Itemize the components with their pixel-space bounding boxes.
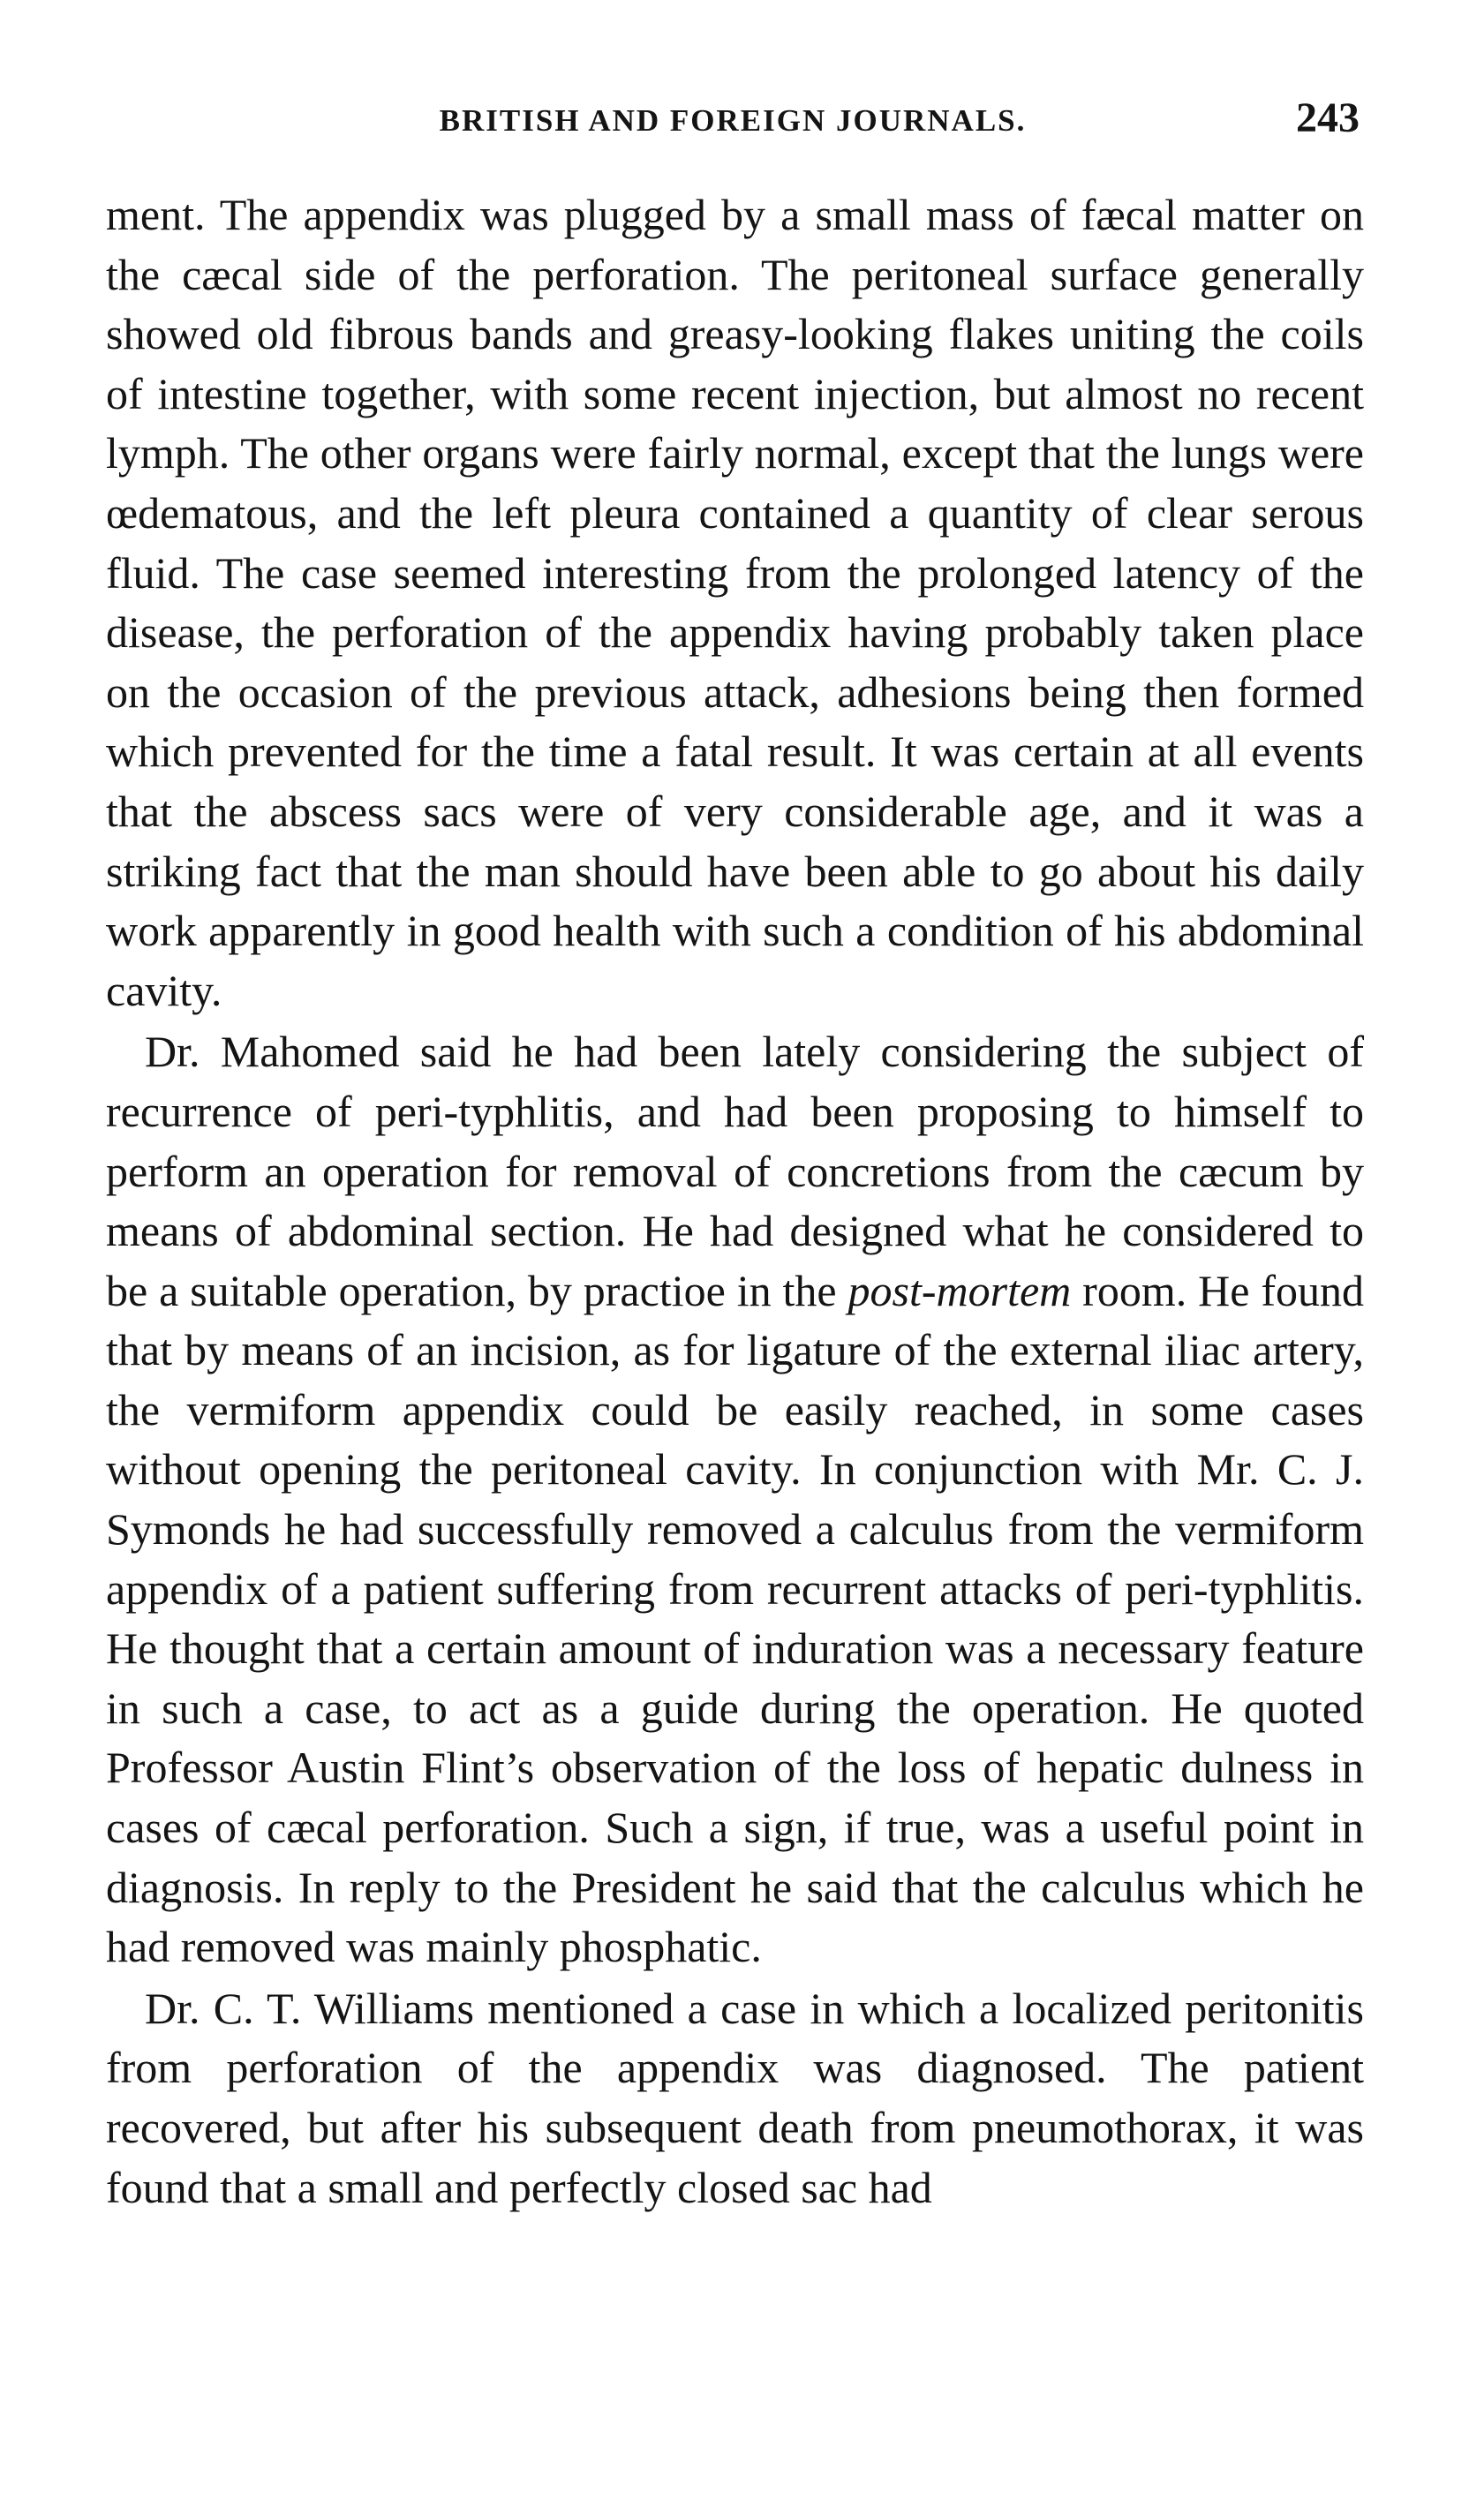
paragraph-dr-williams — [106, 1979, 1364, 2218]
page-number: 243 — [1296, 94, 1360, 141]
paragraph-text: Dr. Mahomed said he had been lately considering the subject of recurrence of peri-typhlitis, and had been proposing to himself to perform an operation for removal of concretions from the cæcum by means of abdominal section. He had designed what he considered to be a suitable operation, by practioe in the — [106, 1027, 1364, 1315]
paragraph-dr-mahomed — [106, 1022, 1364, 1977]
paragraph-text: Dr. C. T. Williams mentioned a case in which a localized peritonitis from perforation of the appendix was diagnosed. The patient recovered, but after his subsequent death from pneumothorax, it was found that a small and perfectly closed sac had — [106, 1983, 1364, 2212]
body-text — [106, 185, 1364, 2218]
paragraph-text: room. He found that by means of an incision, as for ligature of the external iliac artery, the vermiform appendix could be easily reached, in some cases without opening the peritoneal cavity. In conjunction with Mr. C. J. Symonds he had successfully removed a calculus from the vermiform appendix of a patient suffering from recurrent attacks of peri-typhlitis. He thought that a certain amount of induration was a necessary feature in such a case, to act as a guide during the operation. He quoted Professor Austin Flint’s observation of the loss of hepatic dulness in cases of cæcal perforation. Such a sign, if true, was a useful point in diagnosis. In reply to the President he said that the calculus which he had removed was mainly phosphatic. — [106, 1265, 1364, 1972]
running-head — [106, 94, 1360, 152]
running-title: BRITISH AND FOREIGN JOURNALS. — [439, 103, 1027, 138]
italic-term: post-mortem — [847, 1265, 1072, 1315]
paragraph-text: ment. The appendix was plugged by a small mass of fæcal matter on the cæcal side of the perforation. The peritoneal surface generally showed old fibrous bands and greasy-looking flakes uniting the coils of intestine together, with some recent injection, but almost no recent lymph. The other organs were fairly normal, except that the lungs were œdematous, and the left pleura contained a quantity of clear serous fluid. The case seemed interesting from the prolonged latency of the disease, the perforation of the appendix having probably taken place on the occasion of the previous attack, adhesions being then formed which prevented for the time a fatal result. It was certain at all events that the abscess sacs were of very considerable age, and it was a striking fact that the man should have been able to go about his daily work apparently in good health with such a condition of his abdominal cavity. — [106, 190, 1364, 1015]
paragraph-continuation — [106, 185, 1364, 1020]
